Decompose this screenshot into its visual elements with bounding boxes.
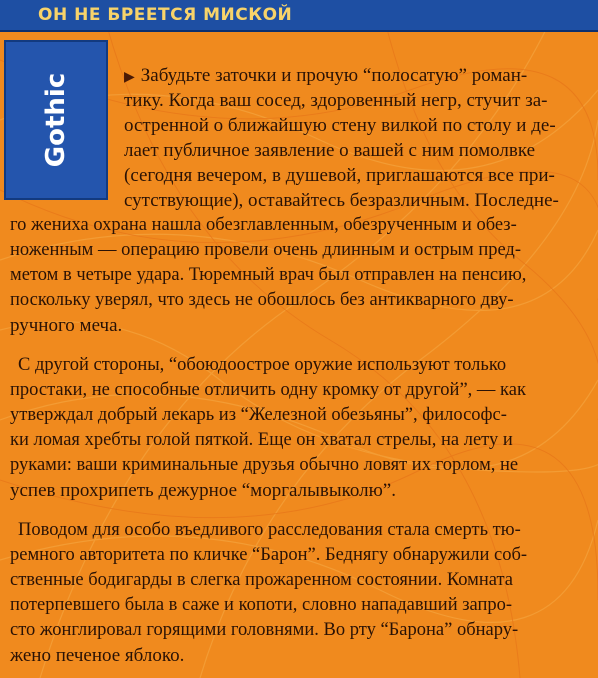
article-line: руками: ваши криминальные друзья обычно ловят их горлом, не: [10, 455, 519, 475]
article-line: ремного авторитета по кличке “Барон”. Беднягу обнаружили соб-: [10, 545, 528, 565]
article-line-text: Забудьте заточки и прочую “полосатую” роман-: [140, 65, 528, 86]
triangle-right-icon: ▶: [124, 70, 135, 85]
article-line: успев прохрипеть дежурное “моргалывыколю”.: [10, 480, 396, 501]
article-line: ручного меча.: [10, 315, 123, 336]
article-line: С другой стороны, “обоюдоострое оружие используют только: [18, 355, 507, 375]
article-line: простаки, не способные отличить одну кромку от другой”, — как: [10, 380, 526, 400]
article-line: ноженным — операцию провели очень длинным и острым пред-: [10, 240, 522, 260]
article-line: ственные бодигарды в слегка прожаренном состоянии. Комната: [10, 570, 513, 590]
article-line: Поводом для особо въедливого расследования стала смерть тю-: [18, 520, 521, 540]
article-line: метом в четыре удара. Тюремный врач был отправлен на пенсию,: [10, 265, 527, 285]
article-line: лает публичное заявление о вашей с ним помолвке: [124, 140, 536, 161]
article-line: ки ломая хребты голой пяткой. Еще он хватал стрелы, на лету и: [10, 430, 513, 450]
section-title: ОН НЕ БРЕЕТСЯ МИСКОЙ: [38, 5, 293, 25]
article-line: жено печеное яблоко.: [10, 645, 185, 666]
article-line: (сегодня вечером, в душевой, приглашаются все при-: [124, 165, 555, 186]
article-line: [124, 64, 527, 90]
article-line: сутствующие), оставайтесь безразличным. Последне-: [124, 190, 559, 211]
article-line: остренной о ближайшую стену вилкой по столу и де-: [124, 115, 556, 136]
article-line: тику. Когда ваш сосед, здоровенный негр, стучит за-: [124, 90, 548, 111]
article-line: го жениха охрана нашла обезглавленным, обезрученным и обез-: [10, 215, 517, 235]
article-line: сто жонглировал горящими головнями. Во рту “Барона” обнару-: [10, 620, 519, 640]
sidebar-label: Gothic: [41, 72, 71, 168]
article-line: поскольку уверял, что здесь не обошлось без антикварного дву-: [10, 290, 514, 310]
article-line: утверждал добрый лекарь из “Железной обезьяны”, философс-: [10, 405, 507, 425]
article-line: потерпевшего была в саже и копоти, словно нападавший запро-: [10, 595, 513, 615]
